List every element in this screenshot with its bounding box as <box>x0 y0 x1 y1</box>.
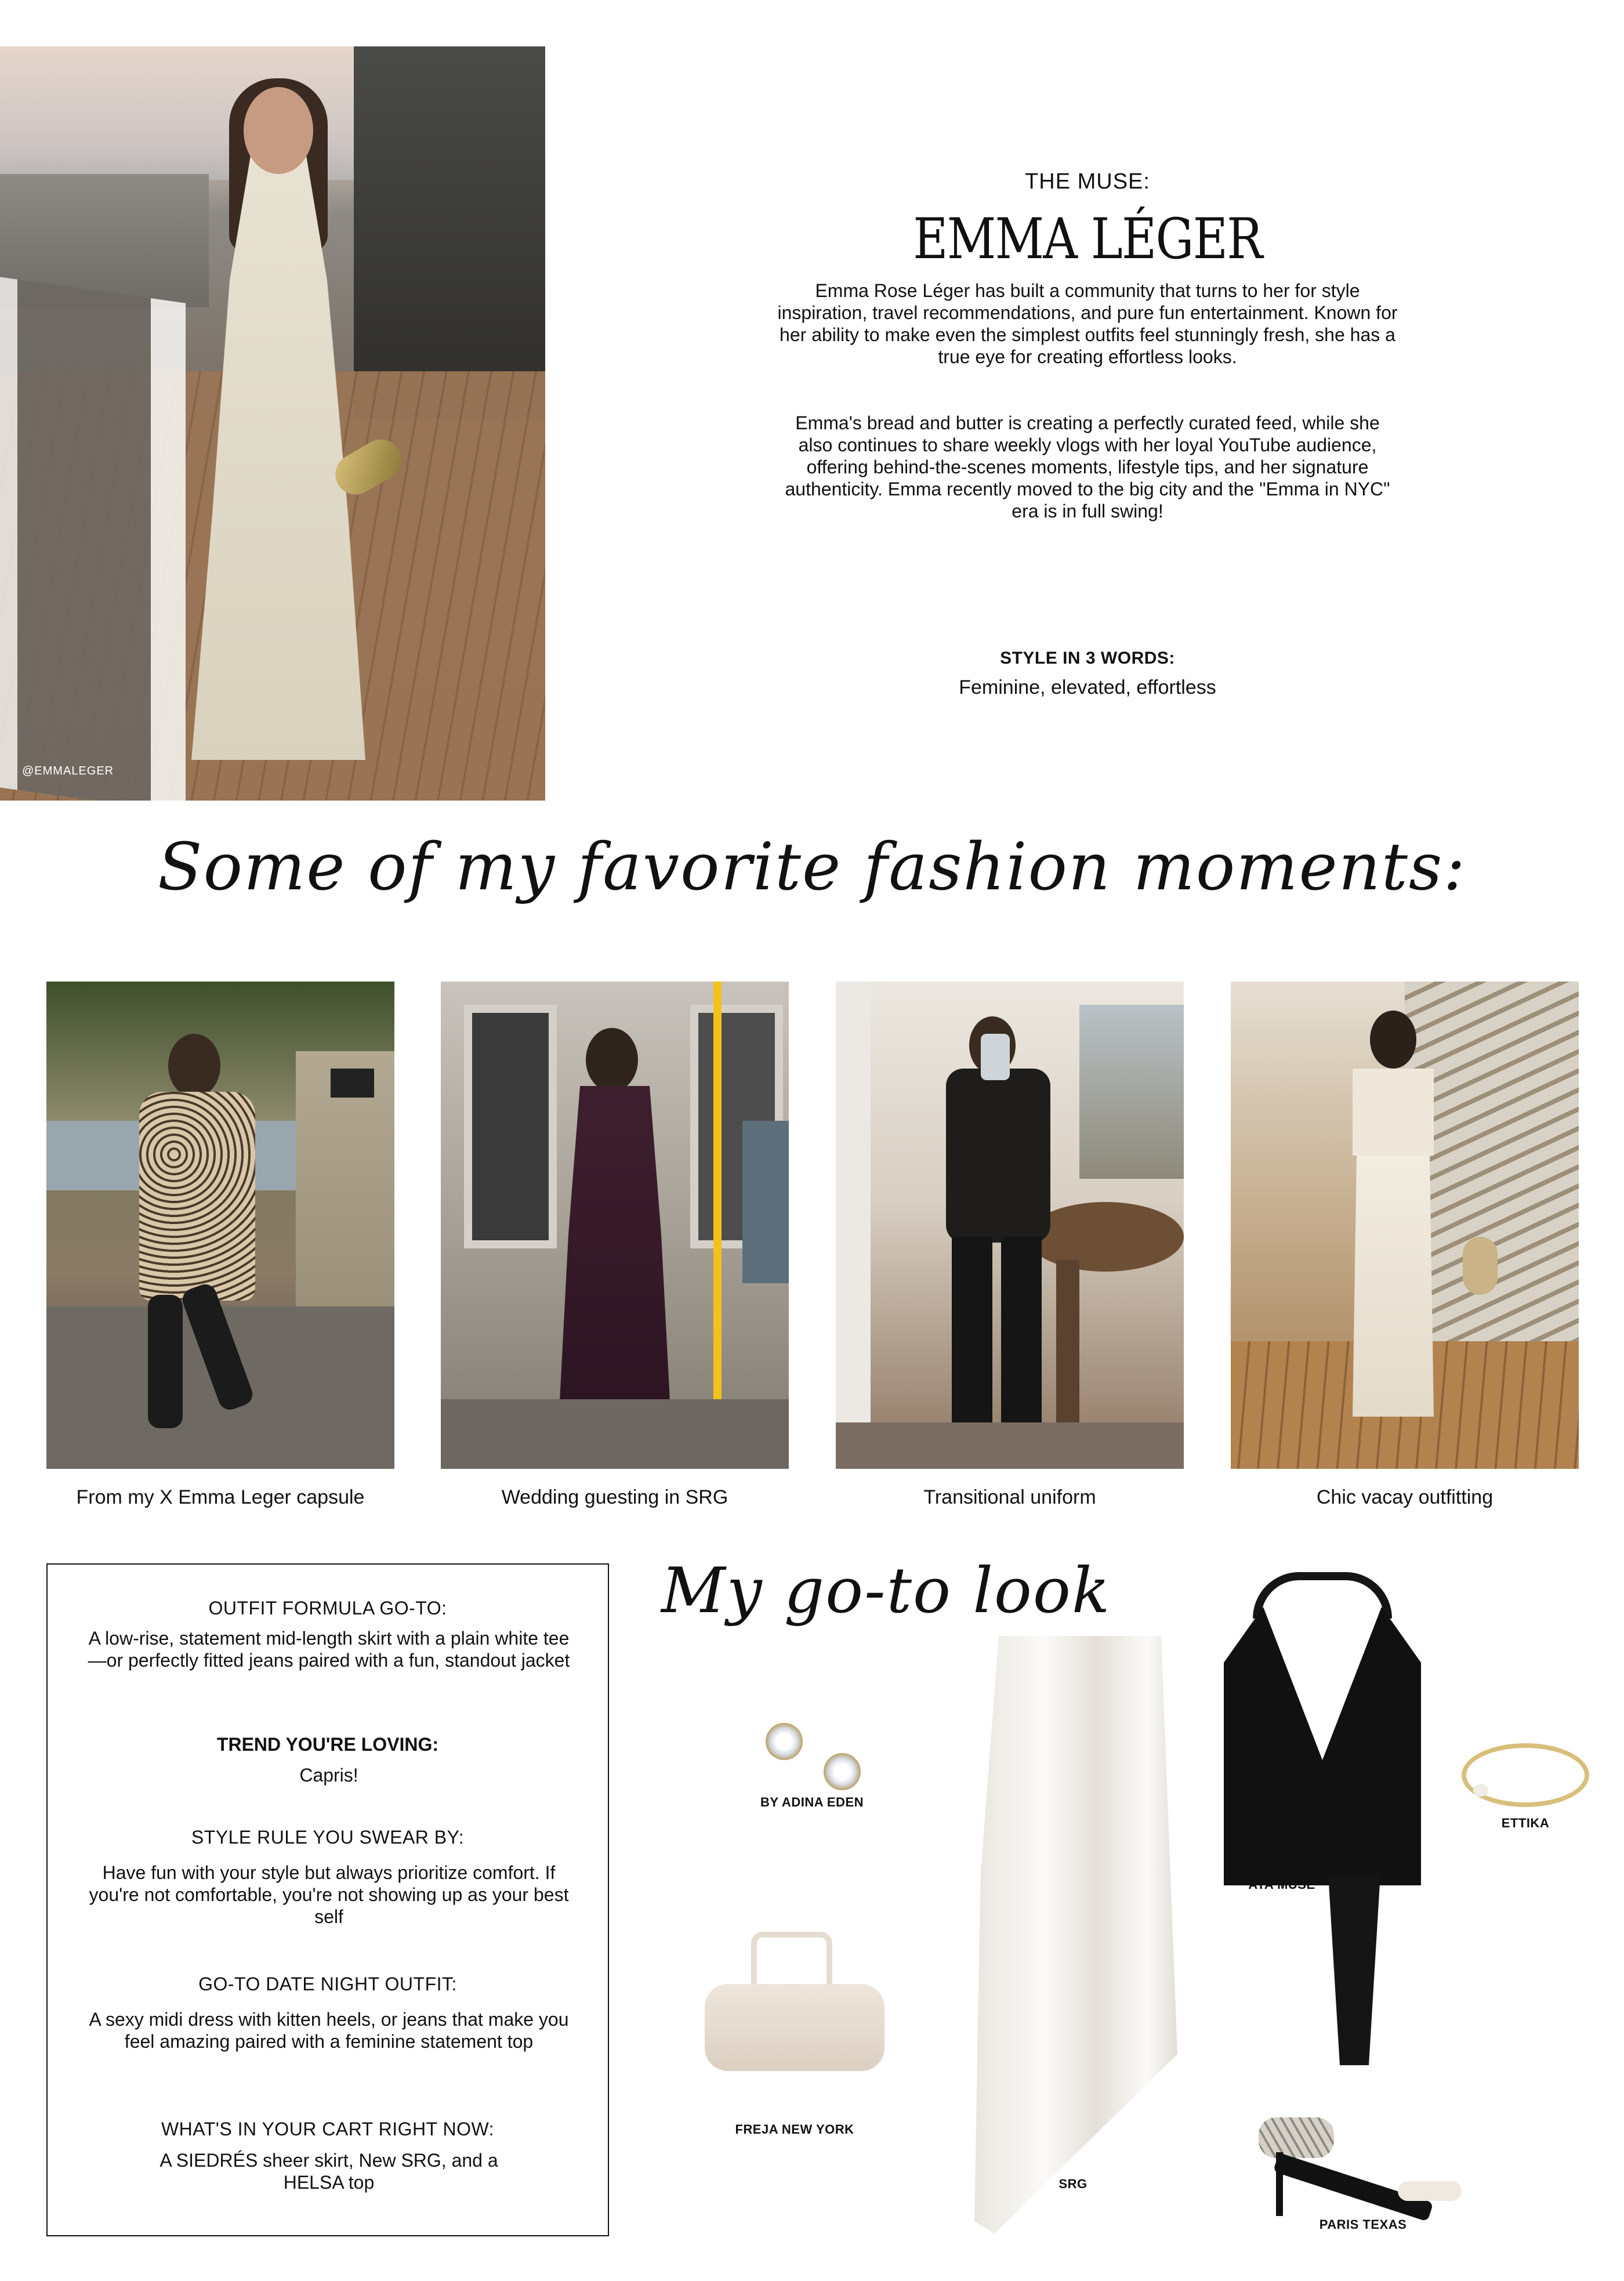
product-label: FREJA NEW YORK <box>735 2122 854 2137</box>
moment-caption: Transitional uniform <box>923 1486 1096 1508</box>
moment-caption: From my X Emma Leger capsule <box>76 1486 365 1508</box>
muse-label: THE MUSE: <box>1025 169 1150 194</box>
sandals-image <box>1253 2117 1467 2216</box>
qa-answer: A low-rise, statement mid-length skirt with a plain white tee—or perfectly fitted jeans paired with a fun, standout jacket <box>88 1628 570 1671</box>
earrings-image <box>760 1717 876 1798</box>
top-image <box>1224 1572 1421 2065</box>
qa-answer: Capris! <box>299 1765 358 1786</box>
qa-question: WHAT'S IN YOUR CART RIGHT NOW: <box>161 2119 495 2139</box>
moment-caption: Chic vacay outfitting <box>1316 1486 1494 1508</box>
qa-question: STYLE RULE YOU SWEAR BY: <box>191 1827 465 1848</box>
qa-question: TREND YOU'RE LOVING: <box>216 1734 439 1755</box>
hero-photo <box>0 46 545 801</box>
qa-answer: A SIEDRÉS sheer skirt, New SRG, and a HELSA top <box>160 2150 498 2193</box>
moment-photo <box>836 982 1184 1469</box>
product-label: SRG <box>1058 2177 1088 2191</box>
bio-paragraph: Emma's bread and butter is creating a perfectly curated feed, while she also continues to share weekly vlogs with her loyal YouTube audience, offering behind-the-scenes moments, lifestyle tips, and her signature authenticity. Emma recently moved to the big city and the "Emma in NYC" era is in full swing! <box>785 412 1390 522</box>
product-label: BY ADINA EDEN <box>760 1795 864 1809</box>
photo-credit: @EMMALEGER <box>22 765 114 777</box>
moment-photo <box>441 982 789 1469</box>
moment-caption: Wedding guesting in SRG <box>501 1486 728 1508</box>
product-label: ETTIKA <box>1501 1816 1550 1830</box>
skirt-image <box>974 1636 1177 2233</box>
moment-photo <box>46 982 394 1469</box>
qa-question: OUTFIT FORMULA GO-TO: <box>208 1598 447 1619</box>
product-label: AYA MUSE <box>1248 1877 1315 1892</box>
look-heading: My go-to look <box>661 1555 1111 1627</box>
style-words: Feminine, elevated, effortless <box>959 676 1216 698</box>
moments-heading: Some of my favorite fashion moments: <box>157 830 1467 905</box>
qa-answer: A sexy midi dress with kitten heels, or jeans that make you feel amazing paired with a feminine statement top <box>89 2009 569 2052</box>
product-label: PARIS TEXAS <box>1319 2217 1407 2232</box>
qa-answer: Have fun with your style but always prioritize comfort. If you're not comfortable, you're not showing up as your best self <box>89 1862 569 1927</box>
qa-box <box>46 1563 609 2236</box>
qa-question: GO-TO DATE NIGHT OUTFIT: <box>198 1974 457 1994</box>
bracelet-image <box>1462 1743 1589 1807</box>
bio-paragraph: Emma Rose Léger has built a community that turns to her for style inspiration, travel recommendations, and pure fun entertainment. Known for her ability to make even the simplest outfits feel stunningly fresh, she has a true eye for creating effortless looks. <box>777 280 1398 367</box>
moment-photo <box>1231 982 1579 1469</box>
muse-name: EMMA LÉGER <box>913 207 1262 271</box>
bag-image <box>705 1932 884 2071</box>
style-label: STYLE IN 3 WORDS: <box>1000 649 1175 668</box>
